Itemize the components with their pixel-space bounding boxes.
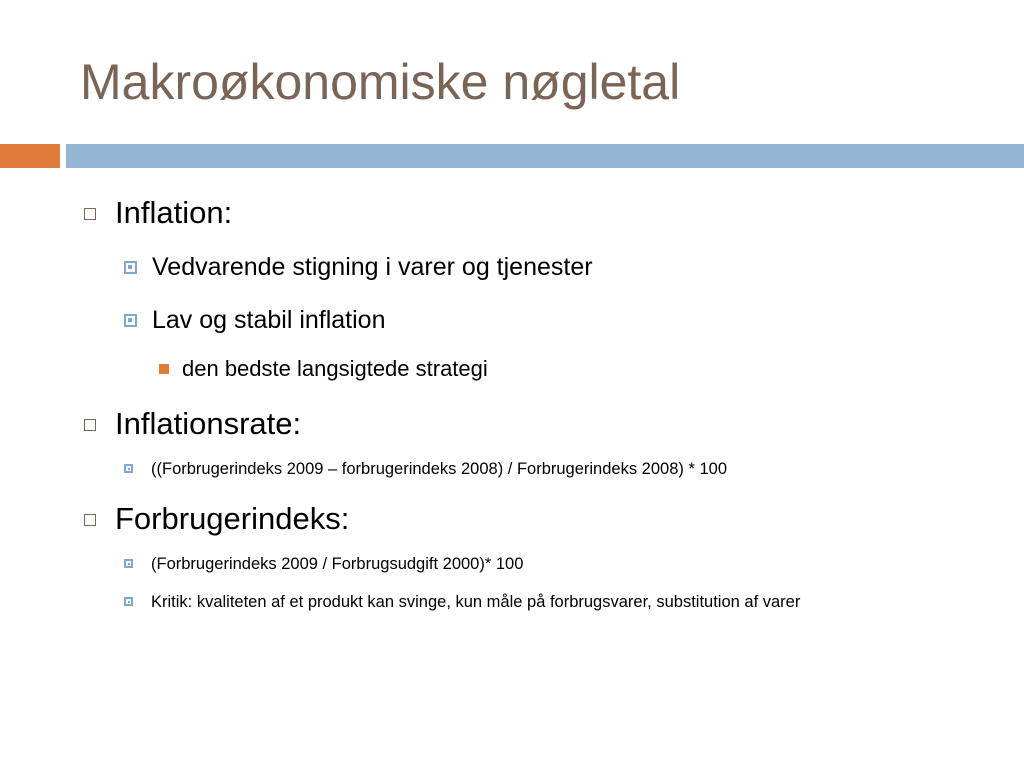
sub-bullet-text: Kritik: kvaliteten af et produkt kan svinge, kun måle på forbrugsvarer, substitution af varer xyxy=(151,593,801,611)
square-bullet-icon xyxy=(124,314,137,327)
hollow-square-bullet-icon xyxy=(84,514,96,526)
bullet-forbrugerindeks: Forbrugerindeks: xyxy=(115,501,350,536)
slide-title: Makroøkonomiske nøgletal xyxy=(80,54,681,110)
square-bullet-icon xyxy=(124,261,137,274)
square-bullet-icon xyxy=(124,559,133,568)
sub-bullet-text: Vedvarende stigning i varer og tjenester xyxy=(152,253,593,281)
sub-bullet-text: (Forbrugerindeks 2009 / Forbrugsudgift 2000)* 100 xyxy=(151,555,524,573)
bullet-inflation: Inflation: xyxy=(115,195,233,230)
hollow-square-bullet-icon xyxy=(84,419,96,431)
sub-bullet-text: ((Forbrugerindeks 2009 – forbrugerindeks 2008) / Forbrugerindeks 2008) * 100 xyxy=(151,460,727,478)
accent-bar-blue xyxy=(66,144,1024,168)
square-bullet-icon xyxy=(124,597,133,606)
bullet-inflationsrate: Inflationsrate: xyxy=(115,406,302,441)
sub-sub-bullet-text: den bedste langsigtede strategi xyxy=(182,356,488,381)
filled-square-bullet-icon xyxy=(159,364,169,374)
accent-bar-orange xyxy=(0,144,60,168)
square-bullet-icon xyxy=(124,464,133,473)
sub-bullet-text: Lav og stabil inflation xyxy=(152,306,386,334)
hollow-square-bullet-icon xyxy=(84,208,96,220)
